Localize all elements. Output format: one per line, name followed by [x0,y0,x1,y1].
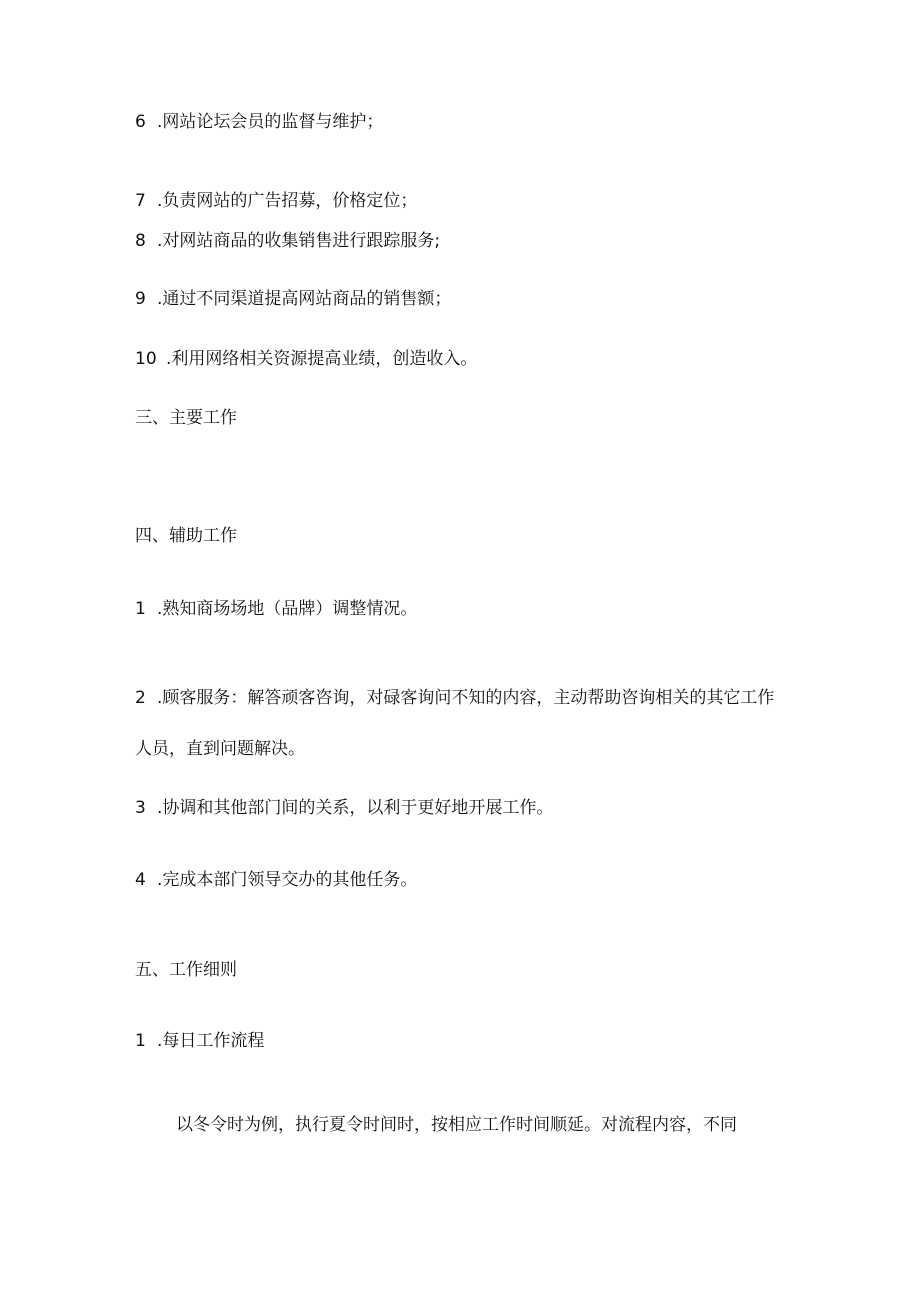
item-number: 6 [135,112,146,132]
item-text: .每日工作流程 [157,1031,265,1051]
item-text: .负责网站的广告招募，价格定位； [157,191,418,211]
item-text-continuation: 人员，直到问题解决。 [135,739,305,759]
item-number: 7 [135,191,146,211]
paragraph-text: 以冬令时为例，执行夏令时间时，按相应工作时间顺延。对流程内容，不同 [176,1115,737,1135]
item-text: .通过不同渠道提高网站商品的销售额； [157,289,452,309]
heading-text: 四、辅助工作 [135,526,237,546]
item-number: 10 [135,349,157,369]
heading-text: 三、主要工作 [135,408,237,428]
item-text: .网站论坛会员的监督与维护； [157,112,384,132]
item-text: .顾客服务：解答顽客咨询，对碌客询问不知的内容，主动帮助咨询相关的其它工作 [157,688,775,708]
item-number: 9 [135,289,146,309]
item-number: 3 [135,798,146,818]
item-number: 1 [135,599,146,619]
item-text: .对网站商品的收集销售进行跟踪服务; [157,231,441,251]
heading-text: 五、工作细则 [135,960,237,980]
item-text: .熟知商场场地（品牌）调整情况。 [157,599,418,619]
item-text: .协调和其他部门间的关系，以利于更好地开展工作。 [157,798,554,818]
item-number: 8 [135,231,146,251]
item-text: .完成本部门领导交办的其他任务。 [157,870,418,890]
item-number: 2 [135,688,146,708]
item-number: 1 [135,1031,146,1051]
item-number: 4 [135,870,146,890]
item-text: .利用网络相关资源提高业绩，创造收入。 [166,349,478,369]
